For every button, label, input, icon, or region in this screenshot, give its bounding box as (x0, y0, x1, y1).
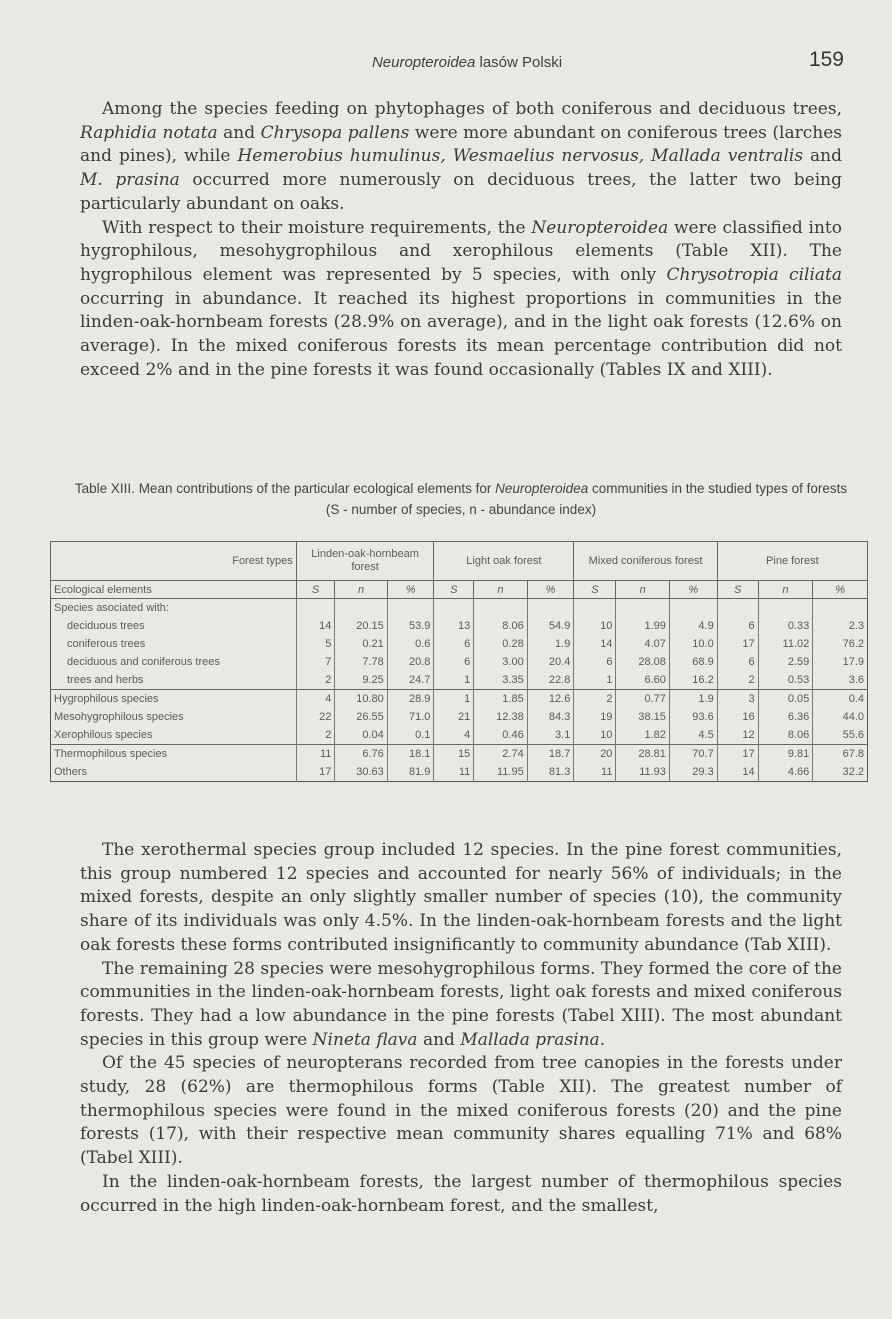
running-title-rest: lasów Polski (475, 54, 563, 71)
table-cell: 6 (574, 653, 616, 671)
table-cell: 2.3 (813, 617, 868, 635)
table-cell: 3.6 (813, 671, 868, 690)
subheader-cell: % (527, 581, 574, 599)
table-cell: 38.15 (616, 708, 669, 726)
table-cell: 7.78 (335, 653, 387, 671)
table-cell: 2.74 (474, 745, 527, 764)
page-header (90, 48, 844, 78)
table-cell: 2 (296, 726, 335, 745)
table-cell: 10 (574, 726, 616, 745)
table-row (51, 617, 868, 635)
empty-cell (474, 599, 527, 618)
table-cell: 4.66 (758, 763, 813, 782)
table-cell: 11 (296, 745, 335, 764)
paragraph (80, 958, 842, 1053)
table-cell: 18.7 (527, 745, 574, 764)
empty-cell (296, 599, 335, 618)
text-segment: occurring in abundance. It reached its highest proportions in communities in the linden-oak-hornbeam forests (28.9% on average), and in the light oak forests (12.6% on average). In the mixed coniferous forests its mean percentage contribution did not exceed 2% and in the pine forests it was found occasionally (Tables IX and XIII). (80, 288, 842, 380)
table-cell: 20.15 (335, 617, 387, 635)
italic-text: Nineta flava (312, 1029, 418, 1050)
table-cell: 70.7 (669, 745, 717, 764)
table-cell: 76.2 (813, 635, 868, 653)
table-cell: 11 (434, 763, 474, 782)
table-cell: 71.0 (387, 708, 434, 726)
text-segment: and (803, 146, 842, 167)
text-segment: occurred more numerously on deciduous trees, the latter two being particularly abundant on oaks. (80, 170, 842, 214)
table-cell: 28.9 (387, 690, 434, 709)
table-cell: 3.1 (527, 726, 574, 745)
empty-cell (616, 599, 669, 618)
row-label: Thermophilous species (51, 745, 297, 764)
table-cell: 11.93 (616, 763, 669, 782)
table-cell: 15 (434, 745, 474, 764)
row-label: Hygrophilous species (51, 690, 297, 709)
text-segment: In the linden-oak-hornbeam forests, the largest number of thermophilous species occurred in the high linden-oak-hornbeam forest, and the smallest, (80, 1171, 842, 1216)
table-cell: 24.7 (387, 671, 434, 690)
table-cell: 32.2 (813, 763, 868, 782)
table-cell: 0.33 (758, 617, 813, 635)
table-cell: 12.6 (527, 690, 574, 709)
table-cell: 8.06 (474, 617, 527, 635)
group-label: Species asociated with: (51, 599, 297, 618)
table-cell: 4.07 (616, 635, 669, 653)
running-title (90, 54, 844, 71)
italic-text: Hemerobius humulinus, Wesmaelius nervosus, Mallada ventralis (237, 146, 804, 167)
page-number: 159 (808, 48, 844, 71)
italic-text: Raphidia notata (80, 122, 218, 143)
table-row (51, 726, 868, 745)
empty-cell (387, 599, 434, 618)
row-label: Others (51, 763, 297, 782)
text-segment: Among the species feeding on phytophages of both coniferous and deciduous trees, (102, 99, 842, 119)
caption-text-2: communities in the studied types of forests (S - number of species, n - abundance index) (325, 481, 848, 517)
table-cell: 0.6 (387, 635, 434, 653)
row-header-label: Ecological elements (51, 581, 297, 599)
row-label: Xerophilous species (51, 726, 297, 745)
table-cell: 6 (717, 617, 758, 635)
paragraph (80, 217, 842, 383)
table-cell: 8.06 (758, 726, 813, 745)
table-cell: 28.08 (616, 653, 669, 671)
table-cell: 16.2 (669, 671, 717, 690)
corner-label: Forest types (51, 542, 297, 581)
text-segment: The xerothermal species group included 12 species. In the pine forest communities, this group numbered 12 species and accounted for nearly 56% of individuals; in the mixed forests, despite an only slightly smaller number of species (10), the community share of its individuals was only 4.5%. In the linden-oak-hornbeam forests and the light oak forests these forms contributed insignificantly to community abundance (Tab XIII). (80, 840, 842, 955)
italic-text: Neuropteroidea (531, 217, 669, 238)
table-cell: 0.28 (474, 635, 527, 653)
table-cell: 11.02 (758, 635, 813, 653)
body-text-bottom (80, 839, 842, 1218)
table-cell: 19 (574, 708, 616, 726)
table-row (51, 635, 868, 653)
table-cell: 28.81 (616, 745, 669, 764)
table-cell: 0.05 (758, 690, 813, 709)
table-cell: 1.99 (616, 617, 669, 635)
empty-cell (434, 599, 474, 618)
table-cell: 30.63 (335, 763, 387, 782)
table-cell: 7 (296, 653, 335, 671)
row-label: Mesohygrophilous species (51, 708, 297, 726)
table-cell: 2 (574, 690, 616, 709)
table-row (51, 708, 868, 726)
table-cell: 3.35 (474, 671, 527, 690)
empty-cell (574, 599, 616, 618)
forest-type-header: Mixed coniferous forest (574, 542, 717, 581)
paragraph (80, 1171, 842, 1218)
table-cell: 17 (717, 745, 758, 764)
table-cell: 1.85 (474, 690, 527, 709)
table-cell: 17.9 (813, 653, 868, 671)
table-cell: 2 (296, 671, 335, 690)
paragraph (80, 1052, 842, 1171)
paragraph (80, 839, 842, 958)
table-cell: 0.1 (387, 726, 434, 745)
table-cell: 0.53 (758, 671, 813, 690)
empty-cell (527, 599, 574, 618)
table-cell: 26.55 (335, 708, 387, 726)
table-cell: 14 (296, 617, 335, 635)
table-cell: 12 (717, 726, 758, 745)
table-cell: 6.76 (335, 745, 387, 764)
table-cell: 4 (434, 726, 474, 745)
italic-text: Chrysotropia ciliata (666, 264, 842, 285)
table-row (51, 671, 868, 690)
row-label: deciduous and coniferous trees (51, 653, 297, 671)
table-cell: 5 (296, 635, 335, 653)
subheader-cell: S (574, 581, 616, 599)
table-cell: 93.6 (669, 708, 717, 726)
italic-text: Chrysopa pallens (260, 122, 410, 143)
table-cell: 4.5 (669, 726, 717, 745)
subheader-cell: % (669, 581, 717, 599)
table-cell: 0.21 (335, 635, 387, 653)
table-row (51, 745, 868, 764)
table-cell: 0.4 (813, 690, 868, 709)
paragraph (80, 98, 842, 217)
table-header-row (51, 542, 868, 581)
subheader-cell: S (717, 581, 758, 599)
table-cell: 54.9 (527, 617, 574, 635)
caption-text-1: Table XIII. Mean contributions of the particular ecological elements for (74, 481, 496, 496)
subheader-cell: % (387, 581, 434, 599)
table-row (51, 763, 868, 782)
italic-text: M. prasina (80, 170, 180, 191)
subheader-cell: n (474, 581, 527, 599)
table-group-row (51, 599, 868, 618)
text-segment: With respect to their moisture requirements, the (102, 217, 532, 238)
text-segment: and (417, 1029, 461, 1050)
forest-type-header: Pine forest (717, 542, 867, 581)
text-segment: were classified into hygrophilous, mesohygrophilous and xerophilous elements (Table XII). The hygrophilous element was represented by 5 species, with only (80, 217, 842, 285)
row-label: deciduous trees (51, 617, 297, 635)
table-cell: 4 (296, 690, 335, 709)
table-cell: 29.3 (669, 763, 717, 782)
table-cell: 16 (717, 708, 758, 726)
table-row (51, 690, 868, 709)
table-cell: 2 (717, 671, 758, 690)
table-cell: 6.36 (758, 708, 813, 726)
table-cell: 67.8 (813, 745, 868, 764)
running-title-italic: Neuropteroidea (371, 54, 476, 71)
text-segment: were more abundant on coniferous trees (larches and pines), while (80, 122, 842, 167)
empty-cell (717, 599, 758, 618)
table-cell: 6 (717, 653, 758, 671)
subheader-cell: n (758, 581, 813, 599)
table-cell: 1 (434, 671, 474, 690)
table-cell: 9.81 (758, 745, 813, 764)
table-cell: 14 (717, 763, 758, 782)
table-cell: 1.82 (616, 726, 669, 745)
ecological-elements-table (50, 541, 868, 782)
table-cell: 12.38 (474, 708, 527, 726)
empty-cell (813, 599, 868, 618)
forest-type-header: Light oak forest (434, 542, 574, 581)
table-cell: 4.9 (669, 617, 717, 635)
table-cell: 44.0 (813, 708, 868, 726)
table-cell: 10.0 (669, 635, 717, 653)
table-cell: 2.59 (758, 653, 813, 671)
table-cell: 1.9 (527, 635, 574, 653)
italic-text: Mallada prasina. (460, 1029, 606, 1050)
table-cell: 11.95 (474, 763, 527, 782)
table-cell: 20.8 (387, 653, 434, 671)
table-cell: 0.77 (616, 690, 669, 709)
table-subheader-row (51, 581, 868, 599)
text-segment: The remaining 28 species were mesohygrophilous forms. They formed the core of the communities in the linden-oak-hornbeam forests, light oak forests and mixed coniferous forests. They had a low abundance in the pine forests (Tabel XIII). The most abundant species in this group were (80, 958, 842, 1050)
table-cell: 68.9 (669, 653, 717, 671)
subheader-cell: n (335, 581, 387, 599)
empty-cell (335, 599, 387, 618)
table-cell: 22 (296, 708, 335, 726)
table-cell: 13 (434, 617, 474, 635)
row-label: trees and herbs (51, 671, 297, 690)
table-cell: 9.25 (335, 671, 387, 690)
table-caption (70, 478, 852, 520)
table-cell: 11 (574, 763, 616, 782)
subheader-cell: S (296, 581, 335, 599)
forest-type-header: Linden-oak-hornbeam forest (296, 542, 434, 581)
table-cell: 17 (717, 635, 758, 653)
table-row (51, 653, 868, 671)
table-cell: 53.9 (387, 617, 434, 635)
table-cell: 18.1 (387, 745, 434, 764)
empty-cell (758, 599, 813, 618)
table-cell: 10.80 (335, 690, 387, 709)
subheader-cell: % (813, 581, 868, 599)
table-cell: 14 (574, 635, 616, 653)
caption-italic: Neuropteroidea (495, 481, 589, 496)
subheader-cell: S (434, 581, 474, 599)
table-cell: 81.3 (527, 763, 574, 782)
table-cell: 6 (434, 635, 474, 653)
table-cell: 6.60 (616, 671, 669, 690)
table-cell: 0.04 (335, 726, 387, 745)
table-cell: 84.3 (527, 708, 574, 726)
text-segment: and (217, 122, 261, 143)
table-cell: 81.9 (387, 763, 434, 782)
subheader-cell: n (616, 581, 669, 599)
table-cell: 3.00 (474, 653, 527, 671)
table-cell: 3 (717, 690, 758, 709)
table-cell: 6 (434, 653, 474, 671)
text-segment: Of the 45 species of neuropterans recorded from tree canopies in the forests under study, 28 (62%) are thermophilous forms (Table XII). The greatest number of thermophilous species were found in the mixed coniferous forests (20) and the pine forests (17), with their respective mean community shares equalling 71% and 68% (Tabel XIII). (80, 1053, 842, 1169)
table-cell: 21 (434, 708, 474, 726)
table-cell: 17 (296, 763, 335, 782)
table-cell: 20.4 (527, 653, 574, 671)
table-cell: 1.9 (669, 690, 717, 709)
empty-cell (669, 599, 717, 618)
row-label: coniferous trees (51, 635, 297, 653)
table-cell: 0.46 (474, 726, 527, 745)
table-cell: 1 (574, 671, 616, 690)
table-cell: 10 (574, 617, 616, 635)
body-text-top (80, 98, 842, 382)
table-cell: 1 (434, 690, 474, 709)
table-cell: 22.8 (527, 671, 574, 690)
table-cell: 20 (574, 745, 616, 764)
table-cell: 55.6 (813, 726, 868, 745)
